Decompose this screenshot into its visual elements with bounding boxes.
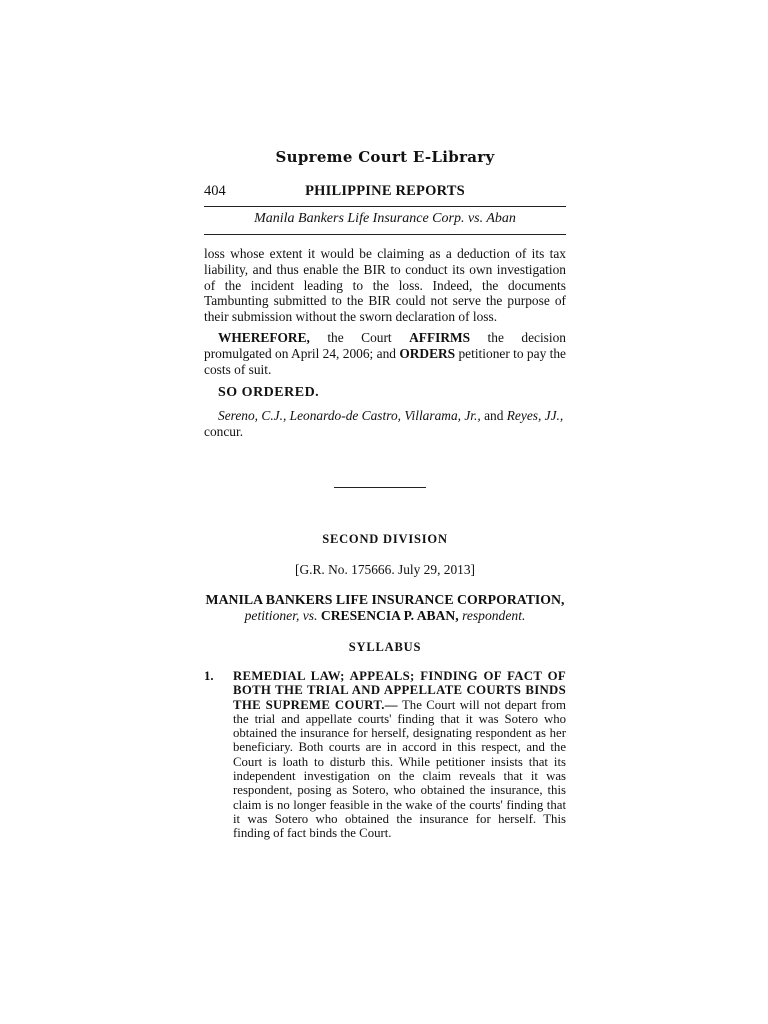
petitioner-name: MANILA BANKERS LIFE INSURANCE CORPORATION, [205, 592, 565, 607]
running-header [204, 183, 566, 205]
syllabus-item-body: The Court will not depart from the trial and appellate courts' finding that it was Sotero who obtained the insurance for herself, designating respondent as her beneficiary. Both courts are in accord in this respect, and the Court is loath to disturb this. While petitioner insists that its independent investigation on the claim reveals that it was respondent, posing as Sotero, who obtained the insurance, this claim is no longer feasible in the wake of the courts' finding that it was Sotero who obtained the insurance for herself. This finding of fact binds the Court. [233, 697, 566, 841]
gr-number: [G.R. No. 175666. July 29, 2013] [294, 562, 476, 577]
section-divider [334, 487, 426, 488]
concurring-justices: Sereno, C.J., Leonardo-de Castro, Villarama, Jr., [218, 408, 481, 423]
library-header: Supreme Court E-Library [275, 148, 495, 166]
syllabus-item-text [233, 669, 566, 841]
paragraph-loss-declaration: loss whose extent it would be claiming as a deduction of its tax liability, and thus enable the BIR to conduct its own investigation of the incident leading to the loss. Indeed, the documents Tambunting submitted to the BIR could not serve the purpose of their submission without the sworn declaration of loss. [204, 246, 566, 325]
header-rule-bottom [204, 234, 566, 235]
affirms-word: AFFIRMS [409, 330, 471, 345]
syllabus-heading: SYLLABUS [348, 640, 422, 654]
so-ordered: SO ORDERED. [218, 385, 320, 400]
dispositive-paragraph [204, 330, 566, 377]
header-rule-top [204, 206, 566, 207]
syllabus-item-heading: REMEDIAL LAW; APPEALS; FINDING OF FACT OF BOTH THE TRIAL AND APPELLATE COURTS BINDS THE SUPREME COURT.— [233, 669, 566, 712]
petitioner-label: petitioner, vs. [244, 608, 318, 623]
running-case-title: Manila Bankers Life Insurance Corp. vs. Aban [254, 211, 516, 226]
syllabus-item-number: 1. [204, 669, 214, 683]
page-number: 404 [204, 183, 226, 199]
division-heading: SECOND DIVISION [322, 532, 448, 546]
parties-line [204, 608, 566, 624]
orders-word: ORDERS [399, 345, 456, 361]
respondent-name: CRESENCIA P. ABAN, [320, 608, 459, 623]
wherefore-word: WHEREFORE, [218, 330, 310, 345]
dispositive-text-1: the Court [309, 330, 410, 345]
respondent-label: respondent. [462, 608, 526, 623]
last-concurring-justice: Reyes, JJ., [506, 408, 564, 423]
dispositive-text-2: the decision promulgated on April 24, 2006; and [204, 330, 566, 361]
concurrence [204, 408, 566, 440]
report-title: PHILIPPINE REPORTS [305, 183, 465, 199]
dispositive-text-3: petitioner to pay the costs of suit. [204, 345, 566, 377]
concur-word: concur. [204, 424, 244, 439]
concurrence-and: and [480, 408, 507, 423]
